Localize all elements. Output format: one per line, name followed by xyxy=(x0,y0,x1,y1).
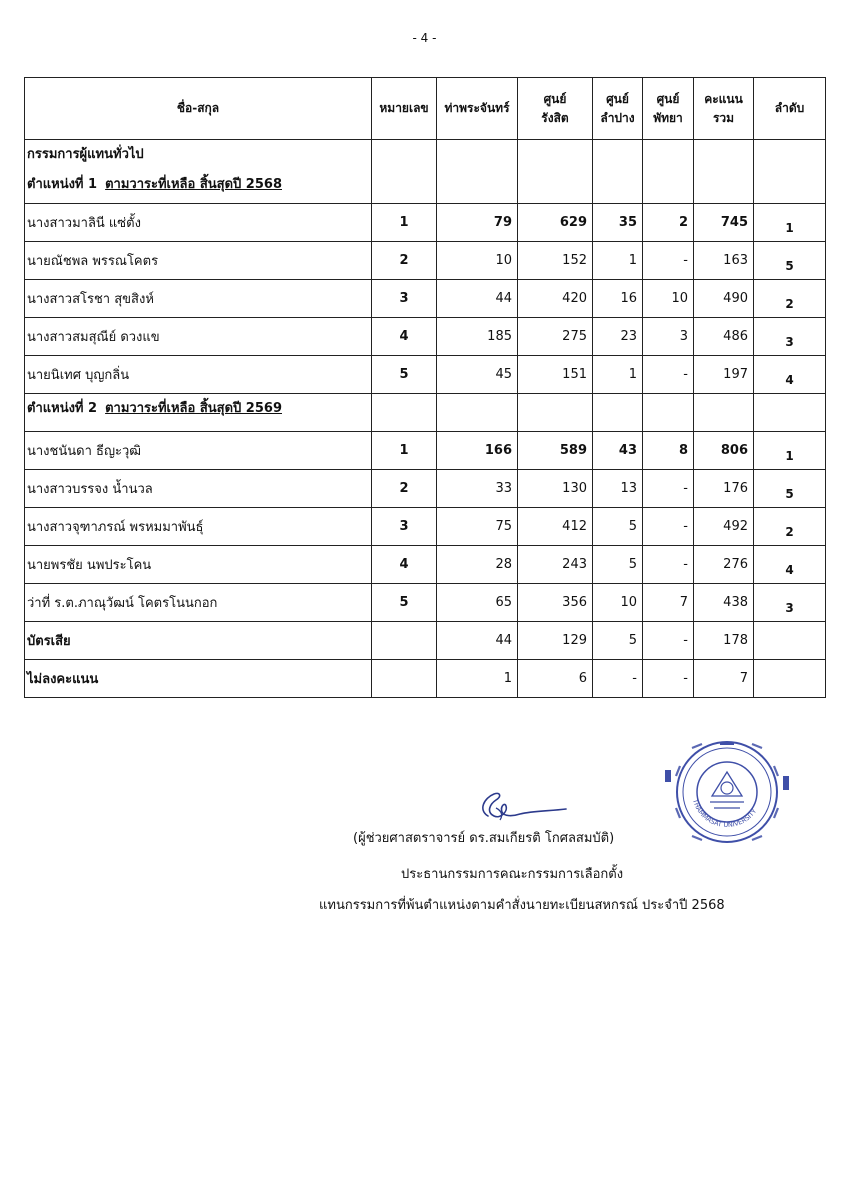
invalid-ballots-row: บัตรเสีย 44 129 5 - 178 xyxy=(25,622,826,660)
section-1-heading xyxy=(25,140,826,204)
candidate-name: ว่าที่ ร.ต.ภาณุวัฒน์ โคตรโนนกอก xyxy=(25,584,372,622)
position-title-1: ตำแหน่งที่ 1 ตามวาระที่เหลือ สิ้นสุดปี 2568 xyxy=(27,177,282,192)
votes-rangsit: 412 xyxy=(518,508,593,546)
candidate-number: 2 xyxy=(372,470,437,508)
signatory-name: (ผู้ช่วยศาสตราจารย์ ดร.สมเกียรติ โกศลสมบัติ) xyxy=(353,831,615,846)
candidate-row xyxy=(25,356,826,394)
signature-image xyxy=(470,786,570,826)
votes-rangsit: 152 xyxy=(518,242,593,280)
votes-lampang: 16 xyxy=(593,280,643,318)
votes-total: 176 xyxy=(694,470,754,508)
signatory-title-2: แทนกรรมการที่พ้นตำแหน่งตามคำสั่งนายทะเบียนสหกรณ์ ประจำปี 2568 xyxy=(319,898,725,913)
candidate-rank: 2 xyxy=(754,280,826,318)
col-number-header: หมายเลข xyxy=(372,78,437,140)
votes-tha-prachan: 10 xyxy=(437,242,518,280)
candidate-name: นางสาวสโรชา สุขสิงห์ xyxy=(25,280,372,318)
votes-lampang: 1 xyxy=(593,242,643,280)
votes-total: 492 xyxy=(694,508,754,546)
candidate-row xyxy=(25,508,826,546)
section-2-heading xyxy=(25,394,826,432)
votes-tha-prachan: 44 xyxy=(437,280,518,318)
votes-lampang: 43 xyxy=(593,432,643,470)
votes-lampang: 35 xyxy=(593,204,643,242)
votes-rangsit: 151 xyxy=(518,356,593,394)
candidate-number: 3 xyxy=(372,508,437,546)
votes-total: 486 xyxy=(694,318,754,356)
candidate-row xyxy=(25,470,826,508)
candidate-number: 4 xyxy=(372,318,437,356)
candidate-row xyxy=(25,242,826,280)
votes-rangsit: 629 xyxy=(518,204,593,242)
candidate-rank: 3 xyxy=(754,584,826,622)
votes-total: 163 xyxy=(694,242,754,280)
candidate-number: 1 xyxy=(372,204,437,242)
votes-total: 276 xyxy=(694,546,754,584)
candidate-number: 5 xyxy=(372,356,437,394)
votes-pattaya: - xyxy=(643,546,694,584)
group-title: กรรมการผู้แทนทั่วไป xyxy=(27,147,144,162)
candidate-row xyxy=(25,546,826,584)
candidate-number: 4 xyxy=(372,546,437,584)
candidate-rank: 3 xyxy=(754,318,826,356)
votes-lampang: 5 xyxy=(593,508,643,546)
candidate-rank: 1 xyxy=(754,432,826,470)
votes-rangsit: 589 xyxy=(518,432,593,470)
candidate-name: นางสาวบรรจง น้ำนวล xyxy=(25,470,372,508)
votes-tha-prachan: 45 xyxy=(437,356,518,394)
votes-lampang: 10 xyxy=(593,584,643,622)
votes-lampang: 23 xyxy=(593,318,643,356)
candidate-row xyxy=(25,204,826,242)
candidate-name: นายณัชพล พรรณโคตร xyxy=(25,242,372,280)
candidate-name: นายพรชัย นพประโคน xyxy=(25,546,372,584)
no-vote-row: ไม่ลงคะแนน 1 6 - - 7 xyxy=(25,660,826,698)
candidate-number: 1 xyxy=(372,432,437,470)
votes-pattaya: 7 xyxy=(643,584,694,622)
candidate-name: นางสาวจุฑาภรณ์ พรหมมาพันธุ์ xyxy=(25,508,372,546)
signatory-title-1: ประธานกรรมการคณะกรรมการเลือกตั้ง xyxy=(401,867,624,882)
votes-pattaya: 2 xyxy=(643,204,694,242)
votes-pattaya: 8 xyxy=(643,432,694,470)
votes-tha-prachan: 28 xyxy=(437,546,518,584)
candidate-row xyxy=(25,584,826,622)
votes-lampang: 13 xyxy=(593,470,643,508)
results-table xyxy=(24,77,826,698)
votes-tha-prachan: 33 xyxy=(437,470,518,508)
col-lampang-header: ศูนย์ ลำปาง xyxy=(593,78,643,140)
votes-tha-prachan: 185 xyxy=(437,318,518,356)
header-row xyxy=(25,78,826,140)
votes-total: 197 xyxy=(694,356,754,394)
candidate-number: 5 xyxy=(372,584,437,622)
votes-rangsit: 243 xyxy=(518,546,593,584)
votes-total: 806 xyxy=(694,432,754,470)
candidate-name: นางชนันดา ธีญะวุฒิ xyxy=(25,432,372,470)
candidate-rank: 4 xyxy=(754,356,826,394)
votes-pattaya: 3 xyxy=(643,318,694,356)
votes-tha-prachan: 79 xyxy=(437,204,518,242)
candidate-name: นางสาวสมสุณีย์ ดวงแข xyxy=(25,318,372,356)
votes-pattaya: - xyxy=(643,470,694,508)
candidate-number: 2 xyxy=(372,242,437,280)
votes-rangsit: 130 xyxy=(518,470,593,508)
votes-pattaya: - xyxy=(643,242,694,280)
col-tha-header: ท่าพระจันทร์ xyxy=(437,78,518,140)
col-name-header: ชื่อ-สกุล xyxy=(25,78,372,140)
votes-tha-prachan: 65 xyxy=(437,584,518,622)
votes-tha-prachan: 75 xyxy=(437,508,518,546)
position-title-2: ตำแหน่งที่ 2 ตามวาระที่เหลือ สิ้นสุดปี 2569 xyxy=(27,401,282,416)
col-rangsit-header: ศูนย์ รังสิต xyxy=(518,78,593,140)
candidate-rank: 5 xyxy=(754,470,826,508)
candidate-row xyxy=(25,432,826,470)
votes-rangsit: 275 xyxy=(518,318,593,356)
votes-rangsit: 356 xyxy=(518,584,593,622)
col-pattaya-header: ศูนย์ พัทยา xyxy=(643,78,694,140)
page-number: - 4 - xyxy=(412,31,437,45)
votes-total: 745 xyxy=(694,204,754,242)
votes-pattaya: 10 xyxy=(643,280,694,318)
col-total-header: คะแนน รวม xyxy=(694,78,754,140)
candidate-name: นายนิเทศ บุญกลิ่น xyxy=(25,356,372,394)
votes-rangsit: 420 xyxy=(518,280,593,318)
candidate-rank: 4 xyxy=(754,546,826,584)
candidate-number: 3 xyxy=(372,280,437,318)
candidate-rank: 2 xyxy=(754,508,826,546)
candidate-row xyxy=(25,318,826,356)
votes-pattaya: - xyxy=(643,356,694,394)
candidate-rank: 1 xyxy=(754,204,826,242)
votes-tha-prachan: 166 xyxy=(437,432,518,470)
votes-lampang: 5 xyxy=(593,546,643,584)
votes-total: 438 xyxy=(694,584,754,622)
candidate-rank: 5 xyxy=(754,242,826,280)
votes-total: 490 xyxy=(694,280,754,318)
seal-text: THAMMASAT UNIVERSITY xyxy=(690,798,759,830)
candidate-row xyxy=(25,280,826,318)
candidate-name: นางสาวมาลินี แซ่ตั้ง xyxy=(25,204,372,242)
col-rank-header: ลำดับ xyxy=(754,78,826,140)
votes-pattaya: - xyxy=(643,508,694,546)
votes-lampang: 1 xyxy=(593,356,643,394)
